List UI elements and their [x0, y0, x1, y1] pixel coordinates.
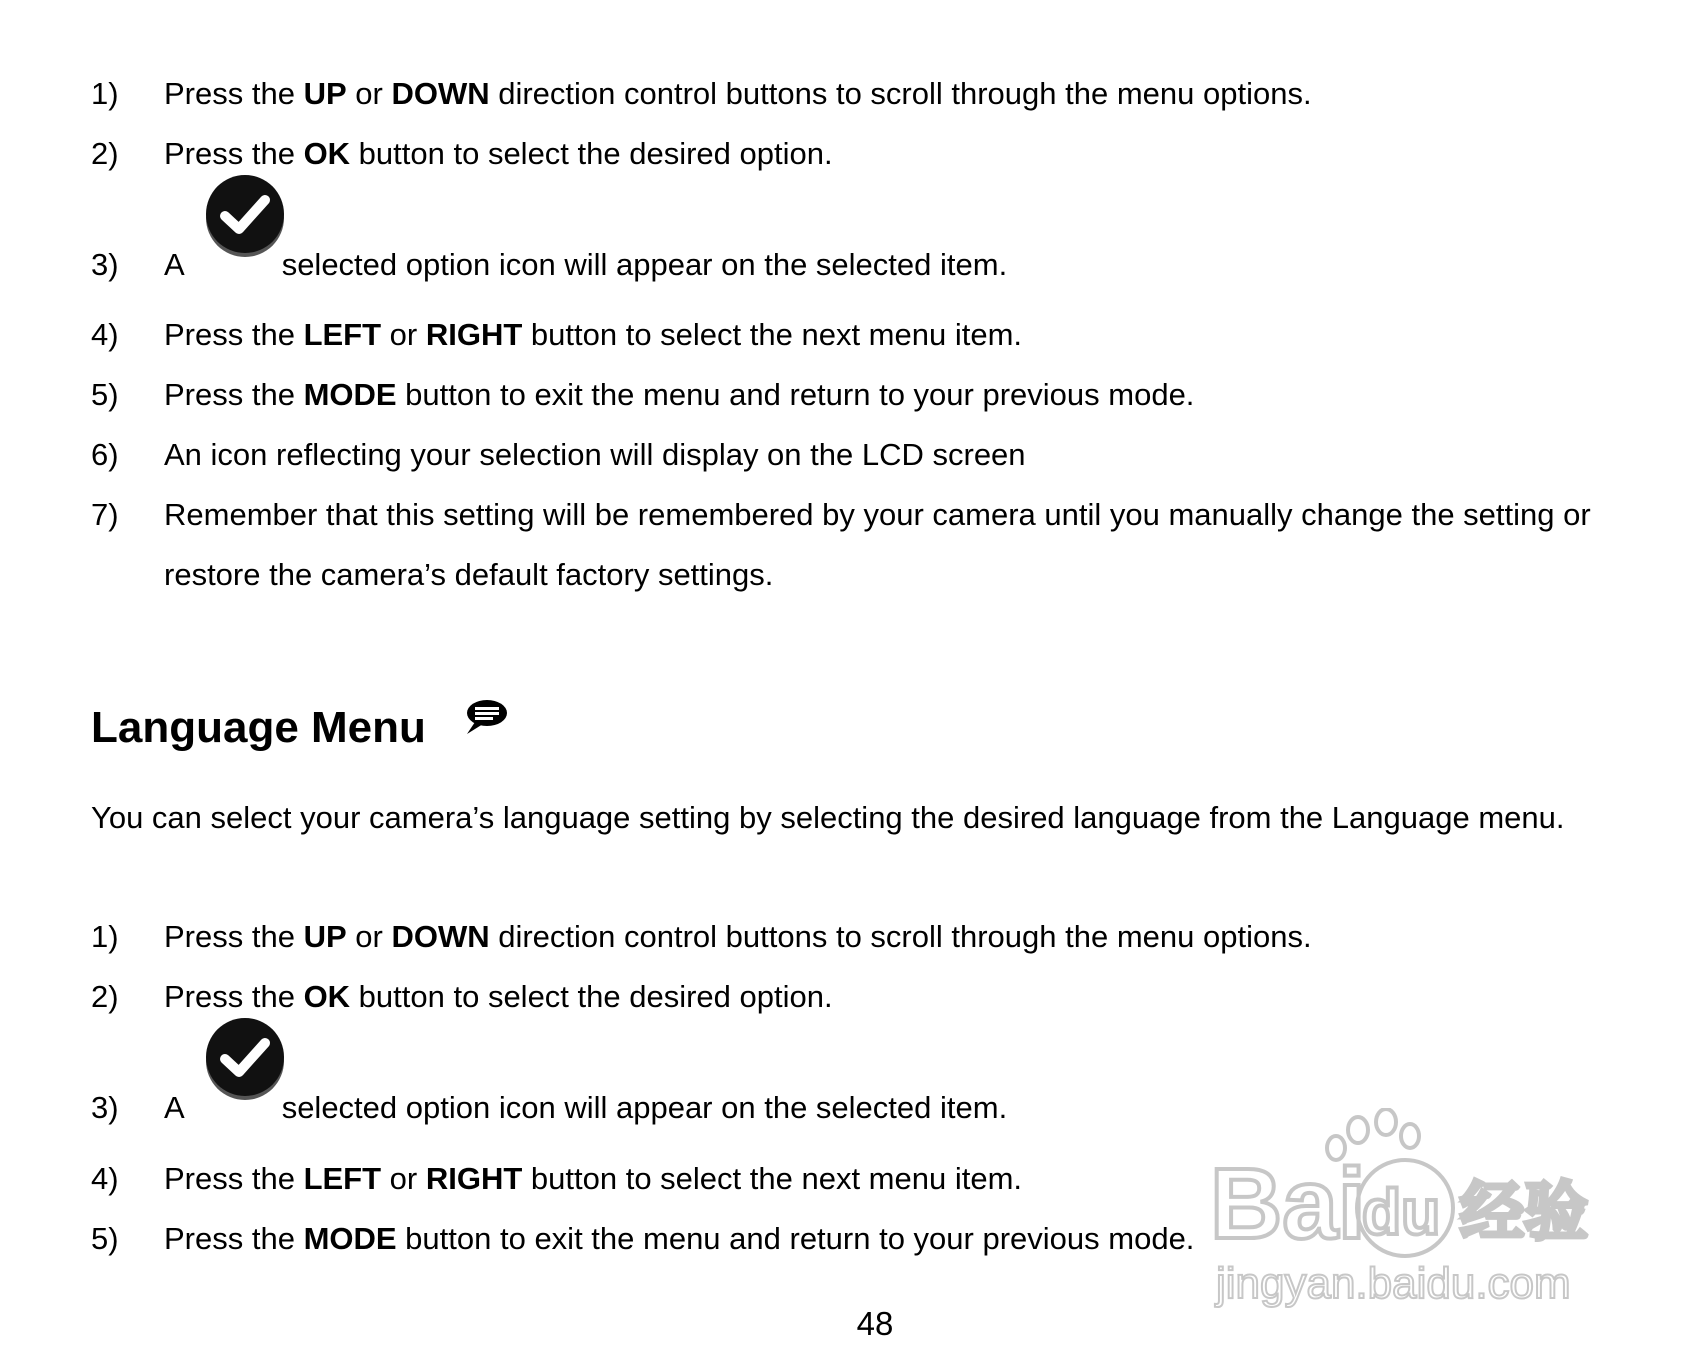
section-intro: You can select your camera’s language setting by selecting the desired language from the Language menu.: [91, 800, 1565, 835]
checkmark-circle-icon: [206, 175, 284, 253]
item-number: 1): [91, 919, 119, 954]
item-text: Press the UP or DOWN direction control buttons to scroll through the menu options.: [164, 76, 1312, 111]
item-text: Press the OK button to select the desired option.: [164, 136, 833, 171]
item-number: 5): [91, 377, 119, 412]
svg-text:Bai: Bai: [1210, 1148, 1366, 1260]
list-item: [91, 134, 1701, 245]
speech-bubble-icon: [461, 696, 509, 743]
item-text: Press the MODE button to exit the menu and return to your previous mode.: [164, 377, 1195, 412]
item-text: An icon reflecting your selection will display on the LCD screen: [164, 437, 1026, 472]
item-text: A selected option icon will appear on the selected item.: [164, 1088, 1701, 1128]
checkmark-circle-icon: [206, 1018, 284, 1096]
item-number: 2): [91, 136, 119, 171]
list-item: [91, 375, 1701, 435]
item-text: A selected option icon will appear on the selected item.: [164, 245, 1701, 285]
item-text: Press the OK button to select the desired option.: [164, 979, 833, 1014]
svg-text:du: du: [1362, 1176, 1441, 1248]
section-heading: Language Menu: [91, 703, 426, 752]
item-number: 6): [91, 437, 119, 472]
svg-text:jingyan.baidu.com: jingyan.baidu.com: [1216, 1259, 1571, 1308]
item-number: 1): [91, 76, 119, 111]
item-number: 3): [91, 247, 119, 282]
item-text: Press the MODE button to exit the menu and return to your previous mode.: [164, 1221, 1195, 1256]
item-number: 7): [91, 497, 119, 532]
list-item: [91, 245, 1701, 315]
list-item: [91, 435, 1701, 495]
item-text: Press the LEFT or RIGHT button to select the next menu item.: [164, 317, 1023, 352]
item-number: 5): [91, 1221, 119, 1256]
svg-text:经验: 经验: [1460, 1176, 1588, 1250]
item-number: 4): [91, 317, 119, 352]
item-text: Press the LEFT or RIGHT button to select the next menu item.: [164, 1161, 1023, 1196]
page-number: 48: [856, 1305, 894, 1342]
item-text-continuation: restore the camera’s default factory settings.: [164, 557, 774, 592]
item-number: 2): [91, 979, 119, 1014]
instruction-list-1: [91, 74, 1701, 595]
item-text: Press the UP or DOWN direction control buttons to scroll through the menu options.: [164, 919, 1312, 954]
list-item: [91, 917, 1701, 977]
baidu-watermark-logo: [1210, 1108, 1620, 1313]
list-item: [91, 315, 1701, 375]
item-number: 4): [91, 1161, 119, 1196]
list-item: [91, 74, 1701, 134]
list-item: [91, 495, 1701, 595]
item-number: 3): [91, 1090, 119, 1125]
item-text: Remember that this setting will be remembered by your camera until you manually change the setting or: [164, 497, 1591, 532]
list-item: [91, 977, 1701, 1088]
